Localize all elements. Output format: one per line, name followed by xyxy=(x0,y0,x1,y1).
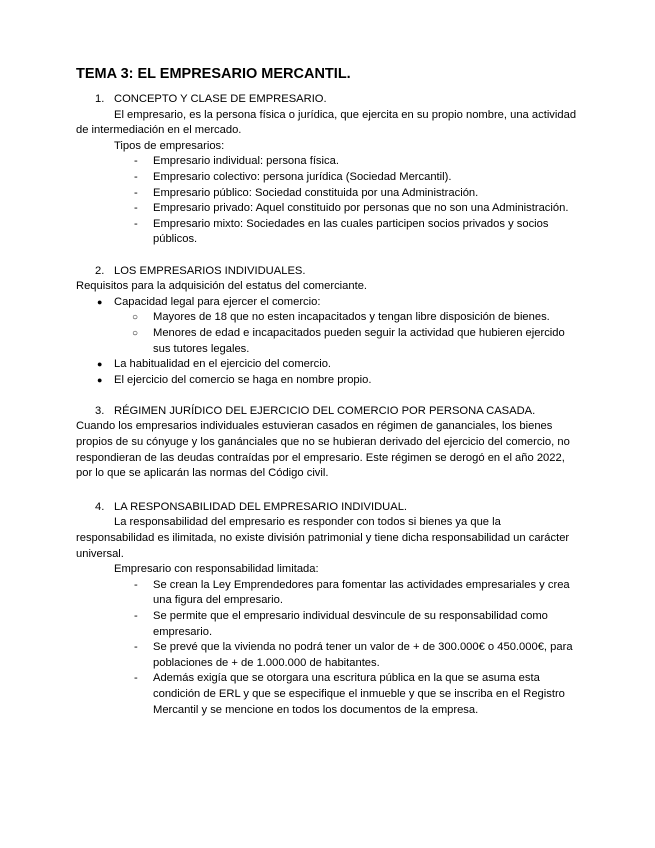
bullet-icon: ● xyxy=(97,374,103,385)
section-1-title: CONCEPTO Y CLASE DE EMPRESARIO. xyxy=(114,93,327,105)
section-4-title: LA RESPONSABILIDAD DEL EMPRESARIO INDIVIDUAL. xyxy=(114,500,408,513)
list-item: ○ Menores de edad e incapacitados pueden seguir la actividad que hubieren ejercido sus tutores legales. xyxy=(132,326,565,355)
section-3-paragraph: Cuando los empresarios individuales estuvieran casados en régimen de gananciales, los bienes propios de su cónyuge y los ganánciales que no se hubieran derivado del ejercicio del comercio, no respondieran de las deudas contraídas por el empresario. Este régimen se derogó en el año 2022, por lo que se aplicarán las normas del Código civil. xyxy=(76,420,570,480)
list-item: - Empresario mixto: Sociedades en las cuales participen socios privados y socios públicos. xyxy=(134,217,549,246)
section-4-heading xyxy=(76,500,581,516)
list-item: - Empresario privado: Aquel constituido por personas que no son una Administración. xyxy=(134,202,569,215)
section-2-intro: Requisitos para la adquisición del estatus del comerciante. xyxy=(76,280,368,293)
bullet-icon: ● xyxy=(97,296,103,307)
list-item: ○ Mayores de 18 que no esten incapacitados y tengan libre disposición de bienes. xyxy=(114,310,581,326)
capacity-sublist xyxy=(114,310,581,357)
list-item: - Empresario colectivo: persona jurídica (Sociedad Mercantil). xyxy=(134,170,452,183)
list-item: - Se crean la Ley Emprendedores para fomentar las actividades empresariales y crea una figura del empresario. xyxy=(134,578,570,607)
list-item: - Empresario individual: persona física. xyxy=(134,155,339,168)
section-1-number: 1. xyxy=(95,93,105,105)
bullet-icon: ● xyxy=(97,359,103,370)
types-list xyxy=(76,154,581,248)
section-3-title: RÉGIMEN JURÍDICO DEL EJERCICIO DEL COMERCIO POR PERSONA CASADA. xyxy=(114,404,536,417)
circle-bullet-icon: ○ xyxy=(132,312,139,324)
list-item: - Se prevé que la vivienda no podrá tener un valor de + de 300.000€ o 450.000€, para poblaciones de + de 1.000.000 de habitantes. xyxy=(134,641,573,669)
section-2-number: 2. xyxy=(95,264,105,277)
limited-list xyxy=(76,578,581,718)
section-1-paragraph: El empresario, es la persona física o jurídica, que ejercita en su propio nombre, una actividad de intermediación en el mercado. xyxy=(76,108,577,137)
section-3-number: 3. xyxy=(95,404,105,417)
requirements-list xyxy=(76,295,581,389)
page-title: TEMA 3: EL EMPRESARIO MERCANTIL. xyxy=(76,66,351,82)
list-item: ● Capacidad legal para ejercer el comercio: ○ Mayores de 18 que no esten incapacitados y tengan libre disposición de bienes. ○ Menores de edad e incapacitados pueden seguir la actividad que hubieren ejercido sus tutores legales. xyxy=(76,295,581,357)
list-item: - Se permite que el empresario individual desvincule de su responsabilidad como empresario. xyxy=(134,610,548,638)
section-3-heading xyxy=(76,404,581,420)
document-body xyxy=(76,92,581,718)
circle-bullet-icon: ○ xyxy=(132,327,139,339)
types-label: Tipos de empresarios: xyxy=(114,139,225,152)
section-4-paragraph: La responsabilidad del empresario es responder con todos si bienes ya que la responsabilidad es ilimitada, no existe división patrimonial y tiene dicha responsabilidad un carácter universal. xyxy=(76,516,570,560)
section-2-title: LOS EMPRESARIOS INDIVIDUALES. xyxy=(114,264,306,277)
list-item: - Además exigía que se otorgara una escritura pública en la que se asuma esta condición de ERL y que se especifique el inmueble y que se inscriba en el Registro Mercantil y se mencione en todos los documentos de la empresa. xyxy=(134,672,565,716)
section-1-heading xyxy=(76,92,581,108)
list-item: ● La habitualidad en el ejercicio del comercio. xyxy=(76,357,581,373)
section-4-number: 4. xyxy=(95,500,105,513)
section-2-heading xyxy=(76,264,581,280)
list-item: - Empresario público: Sociedad constituida por una Administración. xyxy=(134,186,479,199)
list-item: ● El ejercicio del comercio se haga en nombre propio. xyxy=(76,373,581,389)
limited-label: Empresario con responsabilidad limitada: xyxy=(114,563,319,576)
